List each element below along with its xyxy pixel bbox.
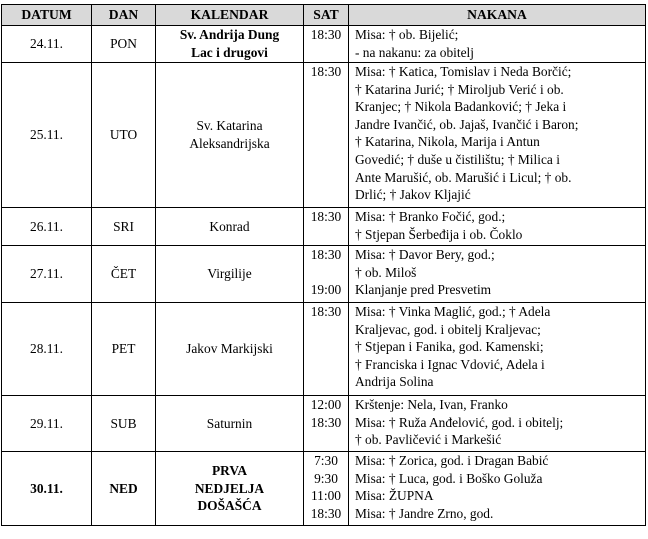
intention-line: Klanjanje pred Presvetim [355, 282, 492, 298]
day-cell: UTO [92, 63, 156, 208]
intention-cell [349, 303, 646, 396]
intention-cell [349, 246, 646, 303]
header-dan: DAN [92, 5, 156, 26]
intention-cell [349, 452, 646, 526]
intention-line: † Katarina, Nikola, Marija i Antun [355, 134, 540, 150]
intention-line: Ante Marušić, ob. Marušić i Licul; † ob. [355, 169, 572, 185]
calendar-line: Saturnin [206, 415, 253, 431]
intention-line: Misa: † Branko Fočić, god.; [355, 209, 506, 224]
intention-line: Kranjec; † Nikola Badanković; † Jeka i [355, 99, 567, 115]
calendar-line: PRVA [212, 463, 247, 479]
time-cell [304, 452, 349, 526]
time-cell [304, 246, 349, 303]
header-datum: DATUM [2, 5, 92, 26]
table-row [2, 396, 646, 452]
table-row [2, 246, 646, 303]
intention-cell [349, 63, 646, 208]
calendar-cell [156, 303, 304, 396]
time-value: 12:00 [310, 397, 342, 412]
calendar-cell [156, 396, 304, 452]
table-row [2, 208, 646, 246]
date-cell: 30.11. [2, 452, 92, 526]
calendar-line: Aleksandrijska [189, 136, 270, 151]
table-row [2, 26, 646, 63]
calendar-cell [156, 208, 304, 246]
intention-line: Govedić; † duše u čistilištu; † Milica i [355, 151, 560, 167]
date-cell: 29.11. [2, 396, 92, 452]
intention-line: † Stjepan i Fanika, god. Kamenski; [355, 339, 544, 355]
intention-line: † Katarina Jurić; † Miroljub Verić i ob. [355, 81, 564, 97]
calendar-line: Konrad [209, 218, 250, 234]
calendar-line: DOŠAŠĆA [197, 498, 262, 514]
time-value: 7:30 [314, 453, 338, 468]
calendar-cell [156, 246, 304, 303]
intention-line: † ob. Pavličević i Markešić [355, 432, 502, 448]
time-cell [304, 26, 349, 63]
date-cell: 26.11. [2, 208, 92, 246]
intention-line: † Franciska i Ignac Vdović, Adela i [355, 356, 545, 372]
date-cell: 25.11. [2, 63, 92, 208]
day-cell: ČET [92, 246, 156, 303]
time-value: 18:30 [310, 505, 342, 521]
intention-line: - na nakanu: za obitelj [355, 44, 474, 60]
calendar-line: Lac i drugovi [191, 45, 268, 60]
time-value: 18:30 [310, 414, 342, 430]
intention-line: Misa: † Davor Bery, god.; [355, 247, 495, 262]
intention-line: Misa: † Luca, god. i Boško Goluža [355, 470, 543, 486]
date-cell: 27.11. [2, 246, 92, 303]
header-nakana: NAKANA [349, 5, 646, 26]
intention-line: Andrija Solina [355, 374, 434, 390]
time-value: 18:30 [310, 64, 342, 79]
day-cell: PET [92, 303, 156, 396]
date-cell: 28.11. [2, 303, 92, 396]
header-kalendar: KALENDAR [156, 5, 304, 26]
time-cell [304, 303, 349, 396]
time-value: 9:30 [314, 470, 338, 486]
intention-line: Misa: † Jandre Zrno, god. [355, 505, 494, 521]
calendar-cell [156, 452, 304, 526]
time-cell [304, 396, 349, 452]
time-value: 18:30 [310, 247, 342, 262]
calendar-line: Sv. Andrija Dung [179, 27, 280, 43]
intention-line: Krštenje: Nela, Ivan, Franko [355, 397, 508, 412]
table-row [2, 303, 646, 396]
intention-cell [349, 208, 646, 246]
day-cell: PON [92, 26, 156, 63]
calendar-cell [156, 26, 304, 63]
time-value: 18:30 [310, 27, 342, 42]
intention-line: Kraljevac, god. i obitelj Kraljevac; [355, 321, 541, 337]
intention-line: Misa: † Katica, Tomislav i Neda Borčić; [355, 64, 572, 79]
intention-line: Jandre Ivančić, ob. Jajaš, Ivančić i Baron; [355, 116, 579, 132]
calendar-line: Sv. Katarina [196, 118, 263, 134]
calendar-line: NEDJELJA [194, 480, 265, 496]
time-value: 18:30 [310, 209, 342, 224]
intention-line: Misa: † Zorica, god. i Dragan Babić [355, 453, 549, 468]
table-row [2, 63, 646, 208]
day-cell: SUB [92, 396, 156, 452]
intention-cell [349, 26, 646, 63]
mass-schedule-table [1, 4, 646, 526]
time-cell [304, 63, 349, 208]
intention-line: Drlić; † Jakov Kljajić [355, 187, 471, 203]
intention-line: Misa: † Vinka Maglić, god.; † Adela [355, 304, 551, 319]
calendar-cell [156, 63, 304, 208]
time-value: 11:00 [310, 488, 341, 504]
time-value: 19:00 [310, 282, 342, 298]
intention-line: Misa: ŽUPNA [355, 488, 434, 504]
calendar-line: Jakov Markijski [186, 341, 273, 357]
intention-line: Misa: † Ruža Anđelović, god. i obitelj; [355, 414, 564, 430]
date-cell: 24.11. [2, 26, 92, 63]
table-row [2, 452, 646, 526]
header-row [2, 5, 646, 26]
time-value: 18:30 [310, 304, 342, 319]
calendar-line: Virgilije [207, 266, 252, 282]
time-cell [304, 208, 349, 246]
intention-cell [349, 396, 646, 452]
day-cell: NED [92, 452, 156, 526]
header-sat: SAT [304, 5, 349, 26]
intention-line: † ob. Miloš [355, 264, 417, 280]
intention-line: † Stjepan Šerbeđija i ob. Čoklo [355, 226, 523, 242]
day-cell: SRI [92, 208, 156, 246]
intention-line: Misa: † ob. Bijelić; [355, 27, 459, 42]
